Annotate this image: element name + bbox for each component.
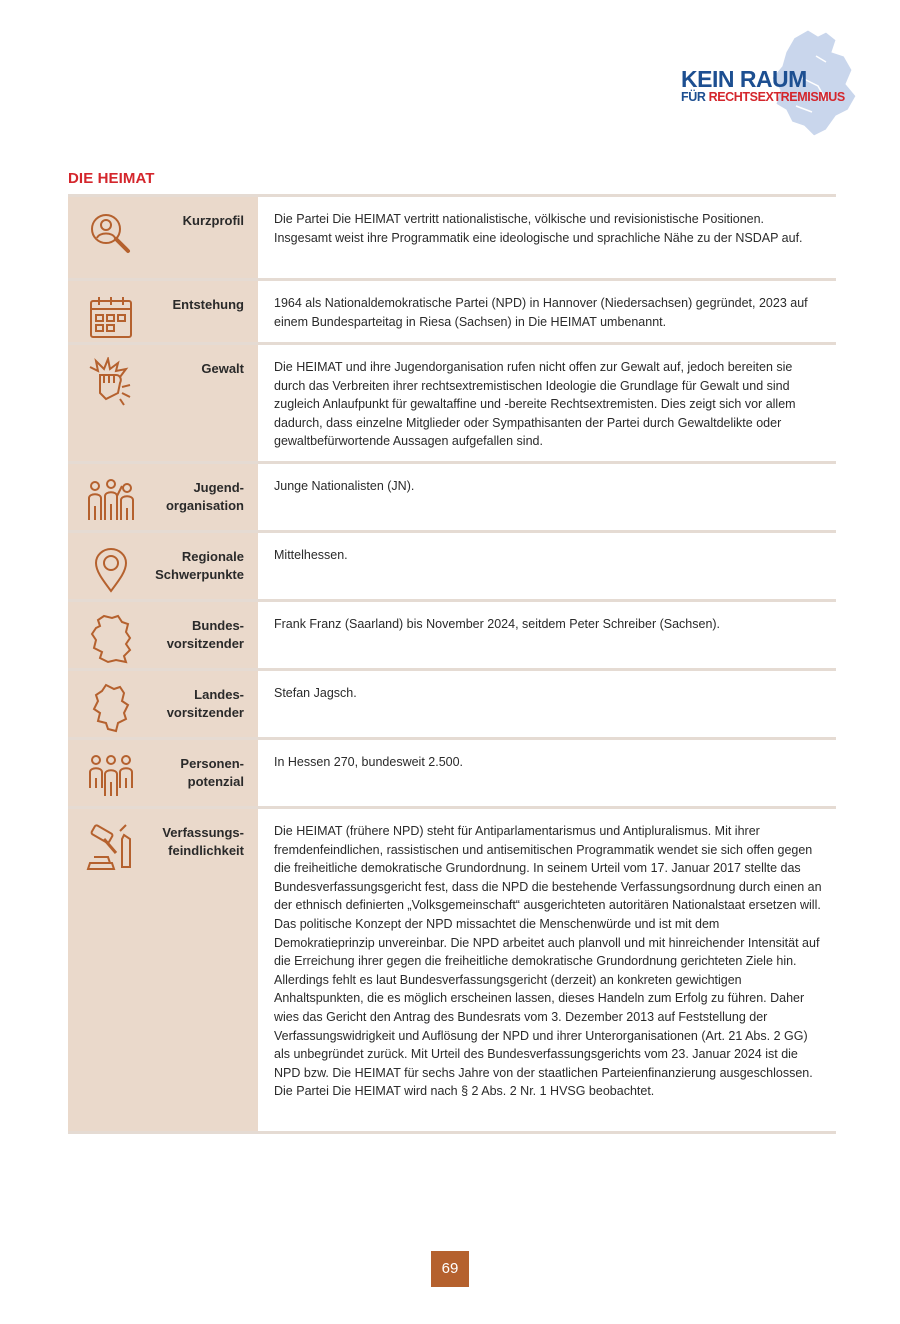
table-row-bundesvorsitzender — [68, 599, 836, 668]
row-text: Mittelhessen. — [274, 548, 348, 562]
table-row-personenpotenzial — [68, 737, 836, 806]
germany-map-icon — [86, 614, 136, 664]
table-row-regionale-schwerpunkte — [68, 530, 836, 599]
row-label: Landes- vorsitzender — [166, 687, 244, 720]
row-text: Die Partei Die HEIMAT vertritt nationalistische, völkische und revisionistische Positionen. Insgesamt weist ihre Programmatik eine ideologische und sprachliche Nähe zu der NSDAP auf. — [274, 212, 803, 245]
row-label-cell — [68, 602, 258, 668]
row-text: Junge Nationalisten (JN). — [274, 479, 415, 493]
logo-subtitle — [681, 90, 845, 104]
row-label-cell — [68, 345, 258, 461]
row-label: Gewalt — [201, 361, 244, 376]
page-number: 69 — [431, 1251, 469, 1287]
row-label: Bundes- vorsitzender — [166, 618, 244, 651]
row-label: Kurzprofil — [182, 213, 244, 228]
row-label: Personen- potenzial — [180, 756, 244, 789]
table-row-verfassungsfeindlichkeit — [68, 806, 836, 1134]
row-label-cell — [68, 740, 258, 806]
row-label-cell — [68, 809, 258, 1131]
table-row-kurzprofil — [68, 194, 836, 278]
table-row-entstehung — [68, 278, 836, 342]
row-text: Die HEIMAT und ihre Jugendorganisation rufen nicht offen zur Gewalt auf, jedoch bereiten sie durch das Verbreiten ihrer rechtsextremistischen Ideologie die Grundlage für Gewalt und sind zugleich Anlaufpunkt für gewaltaffine und -bereite Rechtsextremisten. Dies zeigt sich vor allem dadurch, dass einzelne Mitglieder oder Sympathisanten der Partei durch Gewaltdelikte oder gewaltbefürwortende Aussagen aufgefallen sind. — [274, 360, 796, 449]
logo-subtitle-b: RECHTSEXTREMISMUS — [708, 90, 845, 104]
people-icon — [86, 752, 136, 802]
logo — [676, 26, 866, 141]
row-label-cell — [68, 281, 258, 342]
table-row-landesvorsitzender — [68, 668, 836, 737]
youth-group-icon — [86, 476, 136, 526]
magnifier-person-icon — [86, 209, 136, 259]
location-pin-icon — [86, 545, 136, 595]
row-label: Regionale Schwerpunkte — [155, 549, 244, 582]
row-label: Jugend- organisation — [165, 480, 244, 513]
row-text: Frank Franz (Saarland) bis November 2024, seitdem Peter Schreiber (Sachsen). — [274, 617, 721, 631]
table-row-jugendorganisation — [68, 461, 836, 530]
gavel-icon — [86, 821, 136, 871]
table-row-gewalt — [68, 342, 836, 461]
row-label: Entstehung — [172, 297, 244, 312]
row-text: In Hessen 270, bundesweit 2.500. — [274, 755, 464, 769]
calendar-icon — [86, 293, 136, 343]
logo-subtitle-a: FÜR — [681, 90, 709, 104]
fist-icon — [86, 357, 136, 407]
profile-table — [68, 194, 836, 1134]
row-label-cell — [68, 533, 258, 599]
row-label-cell — [68, 671, 258, 737]
hesse-map-icon — [86, 683, 136, 733]
logo-title: KEIN RAUM — [681, 66, 807, 92]
row-text: 1964 als Nationaldemokratische Partei (NPD) in Hannover (Niedersachsen) gegründet, 2023 auf einem Bundesparteitag in Riesa (Sachsen) in Die HEIMAT umbenannt. — [274, 296, 808, 329]
row-label-cell — [68, 197, 258, 278]
section-title: DIE HEIMAT — [68, 170, 155, 187]
row-label-cell — [68, 464, 258, 530]
row-text: Die HEIMAT (frühere NPD) steht für Antiparlamentarismus und Antipluralismus. Mit ihrer fremdenfeindlichen, rassistischen und antisemitischen Programmatik wendet sie sich offen gegen die freiheitliche demokratische Grundordnung. In seinem Urteil vom 17. Januar 2017 stellte das Bundesverfassungsgericht fest, dass die NPD die bestehende Verfassungsordnung durch einen an der ethnisch definierten „Volksgemeinschaft“ ausgerichteten autoritären Nationalstaat ersetzen will. Das politische Konzept der NPD missachtet die Menschenwürde und ist mit dem Demokratieprinzip unvereinbar. Die NPD arbeitet auch planvoll und mit hinreichender Intensität auf die Erreichung ihrer gegen die freiheitliche demokratische Grundordnung gerichteten Ziele hin. Allerdings fehlt es laut Bundesverfassungsgericht (derzeit) an konkreten gewichtigen Anhaltspunkten, die es möglich erscheinen lassen, dieses Handeln zum Erfolg zu führen. Daher wies das Gericht den Antrag des Bundesrats vom 3. Dezember 2013 auf Feststellung der Verfassungswidrigkeit und Auflösung der NPD und ihrer Unterorganisationen (Art. 21 Abs. 2 GG) als unbegründet zurück. Mit Urteil des Bundesverfassungsgerichts vom 23. Januar 2024 ist die NPD bzw. Die HEIMAT für sechs Jahre von der staatlichen Parteienfinanzierung ausgeschlossen. Die Partei Die HEIMAT wird nach § 2 Abs. 2 Nr. 1 HVSG beobachtet. — [274, 824, 822, 1099]
row-text: Stefan Jagsch. — [274, 686, 357, 700]
row-label: Verfassungs- feindlichkeit — [162, 825, 244, 858]
